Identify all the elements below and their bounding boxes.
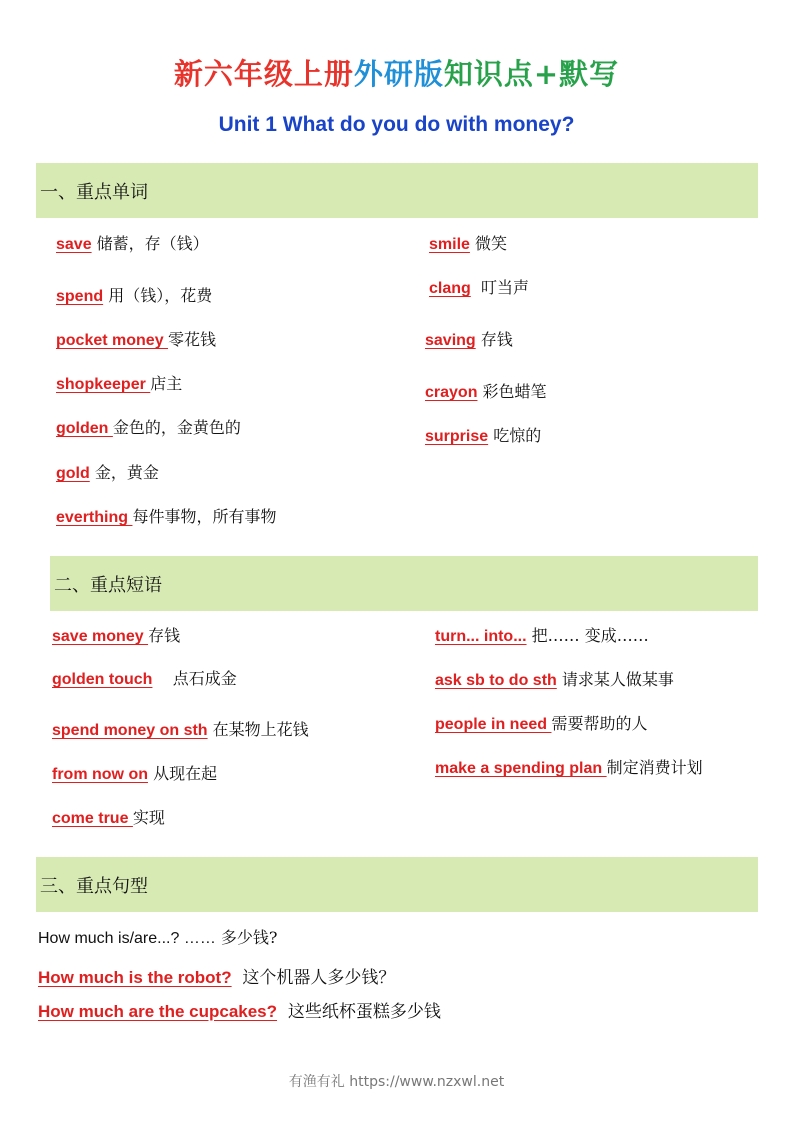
sentence-en: How much are the cupcakes? — [38, 1002, 278, 1021]
phrase-zh: 点石成金 — [152, 669, 237, 688]
phrase-item — [52, 808, 165, 829]
word-zh: 存钱 — [475, 330, 513, 349]
section-heading-words: 一、重点单词 — [36, 163, 758, 218]
word-item — [56, 286, 212, 307]
word-en: everthing — [56, 509, 133, 526]
footer-watermark: 有渔有礼 https://www.nzxwl.net — [288, 1074, 505, 1090]
phrase-item — [435, 758, 703, 779]
sentence-pattern-zh: 多少钱? — [215, 928, 278, 947]
sentence-zh: 这些纸杯蛋糕多少钱 — [277, 1002, 441, 1022]
phrase-en: spend money on sth — [52, 722, 208, 739]
word-zh: 储蓄，存（钱） — [91, 234, 209, 253]
word-en: gold — [56, 465, 90, 482]
word-item — [429, 278, 529, 299]
unit-title: Unit 1 What do you do with money? — [218, 113, 575, 136]
word-en: save — [56, 236, 92, 253]
word-item — [56, 418, 241, 439]
word-item — [429, 234, 507, 255]
phrase-item — [435, 714, 647, 735]
phrase-zh: 在某物上花钱 — [207, 720, 309, 739]
phrase-item — [52, 720, 309, 741]
phrase-en: golden touch — [52, 671, 153, 688]
sentence-zh: 这个机器人多少钱？ — [231, 968, 396, 988]
phrase-item — [435, 626, 649, 647]
title-part-1: 新六年级上册 — [173, 57, 354, 91]
word-item — [56, 234, 209, 255]
word-en: saving — [425, 332, 476, 349]
phrase-zh: 需要帮助的人 — [551, 714, 648, 733]
word-zh: 叮当声 — [470, 278, 529, 297]
word-item — [56, 330, 216, 351]
word-item — [56, 374, 182, 395]
phrase-en: from now on — [52, 766, 148, 783]
word-en: crayon — [425, 384, 478, 401]
word-zh: 零花钱 — [168, 330, 217, 349]
phrase-en: turn... into... — [435, 628, 527, 645]
page-title — [0, 52, 793, 93]
word-en: surprise — [425, 428, 489, 445]
phrase-item — [52, 764, 217, 785]
phrase-item — [435, 670, 674, 691]
word-en: smile — [429, 236, 470, 253]
word-zh: 用（钱），花费 — [103, 286, 213, 305]
phrase-item — [52, 626, 180, 647]
word-zh: 金，黄金 — [89, 463, 159, 482]
word-item — [56, 463, 159, 484]
phrase-en: make a spending plan — [435, 760, 607, 777]
word-item — [425, 426, 541, 447]
word-en: spend — [56, 288, 104, 305]
word-zh: 彩色蜡笔 — [477, 382, 547, 401]
phrase-item — [52, 669, 237, 690]
phrase-zh: 从现在起 — [147, 764, 218, 783]
phrase-zh: 制定消费计划 — [606, 758, 703, 777]
sentence-pattern — [38, 928, 278, 949]
word-item — [425, 382, 547, 403]
phrase-en: people in need — [435, 716, 552, 733]
sentence-en: How much is the robot? — [38, 968, 232, 987]
sentence-item — [38, 1002, 441, 1022]
title-part-2: 外研版 — [353, 57, 444, 91]
word-en: shopkeeper — [56, 376, 151, 393]
word-en: clang — [429, 280, 471, 297]
phrase-en: come true — [52, 810, 133, 827]
title-part-3: 知识点+默写 — [443, 57, 620, 91]
section-heading-phrases: 二、重点短语 — [50, 556, 758, 611]
word-item — [56, 507, 276, 528]
phrase-zh: 把…… 变成…… — [526, 626, 649, 645]
phrase-zh: 实现 — [132, 808, 165, 827]
phrase-en: save money — [52, 628, 149, 645]
sentence-pattern-en: How much is/are...? …… — [38, 930, 216, 947]
sentence-item — [38, 968, 395, 988]
phrase-zh: 请求某人做某事 — [556, 670, 674, 689]
word-zh: 微笑 — [469, 234, 508, 253]
word-zh: 吃惊的 — [488, 426, 542, 445]
word-item — [425, 330, 513, 351]
word-en: golden — [56, 420, 113, 437]
phrase-zh: 存钱 — [148, 626, 181, 645]
word-zh: 每件事物，所有事物 — [132, 507, 277, 526]
section-heading-sentences: 三、重点句型 — [36, 857, 758, 912]
word-en: pocket money — [56, 332, 169, 349]
word-zh: 店主 — [150, 374, 183, 393]
word-zh: 金色的，金黄色的 — [112, 418, 241, 437]
phrase-en: ask sb to do sth — [435, 672, 557, 689]
